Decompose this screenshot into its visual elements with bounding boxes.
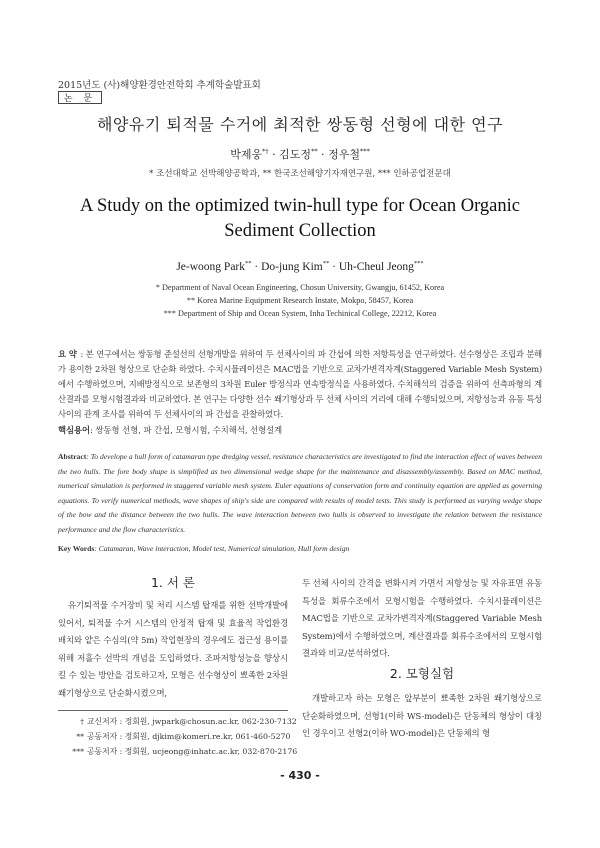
author-name: 김도정 bbox=[279, 148, 312, 161]
author-mark: *** bbox=[413, 260, 424, 268]
section-heading-introduction: 1. 서 론 bbox=[150, 575, 196, 590]
conference-name: 2015년도 (사)해양환경안전학회 추계학술발표회 bbox=[58, 80, 261, 91]
english-abstract bbox=[58, 450, 542, 537]
english-keywords-text: : Catamaran, Wave interaction, Model test, Numerical simulation, Hull form design bbox=[94, 544, 350, 553]
english-title: A Study on the optimized twin-hull type for Ocean Organic Sediment Collection bbox=[80, 196, 520, 241]
korean-abstract-label: 요 약 bbox=[58, 349, 77, 359]
korean-title: 해양유기 퇴적물 수거에 최적한 쌍동형 선형에 대한 연구 bbox=[96, 115, 504, 134]
english-affiliation: * Department of Naval Ocean Engineering, Chosun University, Gwangju, 61452, Korea bbox=[155, 283, 445, 292]
page-number: - 430 - bbox=[280, 769, 320, 782]
footnote bbox=[62, 746, 298, 757]
footnote-divider bbox=[58, 710, 288, 711]
author-mark: *** bbox=[359, 147, 370, 156]
author-mark: ** bbox=[245, 260, 252, 268]
footnote-text: 공동저자 : 정회원, djkim@komeri.re.kr, 061-460-5270 bbox=[87, 732, 291, 741]
english-authors bbox=[0, 261, 600, 273]
author-separator: · bbox=[317, 148, 329, 161]
introduction-continuation: 두 선체 사이의 간격을 변화시켜 가면서 저항성능 및 자유표면 유동특성을 회류수조에서 모형시험을 수행하였다. 수치시뮬레이션은 MAC법을 기반으로 교차가변격자계(Staggered Variable Mesh System)에서 수행하였으며, 계산결과를 회류수조에서의 모형시험결과와 비교/분석하였다. bbox=[302, 578, 542, 658]
english-keywords-label: Key Words bbox=[58, 544, 95, 553]
english-affiliation: ** Korea Marine Equipment Research Instate, Mokpo, 58457, Korea bbox=[186, 296, 414, 305]
author-separator: · bbox=[329, 261, 339, 273]
paper-type-badge: 논 문 bbox=[58, 91, 102, 104]
author-separator: · bbox=[251, 261, 262, 273]
introduction-paragraph: 유기퇴적물 수거장비 및 처리 시스템 탑재를 위한 선박개발에 있어서, 퇴적물 수거 시스템의 안정적 탑재 및 효율적 작업환경 배치와 얕은 수심의(약 5m) 작업현장의 경우에도 접근성 용이를 위해 저흘수 선박의 개념을 도입하였다. 조파저항성능을 향상시킬 수 있는 방안을 검토하고자, 모형은 선수형상이 뾰족한 2차원 쐐기형상으로 단순화시켰으며, bbox=[58, 600, 288, 698]
footnote-mark: † bbox=[80, 717, 84, 726]
footnote-mark: *** bbox=[72, 747, 84, 756]
english-keywords bbox=[58, 544, 349, 553]
korean-abstract bbox=[58, 347, 542, 422]
author-separator: · bbox=[268, 148, 280, 161]
author-name: 박제웅 bbox=[230, 148, 263, 161]
author-name: Do-jung Kim bbox=[261, 261, 323, 273]
footnote bbox=[62, 716, 297, 727]
korean-abstract-text: : 본 연구에서는 쌍동형 준설선의 선형개발을 위하여 두 선체사이의 파 간섭에 의한 저항특성을 연구하였다. 선수형상은 조립과 분해가 용이한 2차원 형상으로 단순화 하였다. 수치시뮬레이션은 MAC법을 기반으로 교차가변격자계(Staggered Variable Mesh System)에서 수행하였으며, 지배방정식으로 보존형의 3차원 Euler 방정식과 연속방정식을 사용하였다. 수치해석의 검증을 위하여 선측파형의 계산결과를 모형시험결과와 비교하였다. 본 연구는 다양한 선수 쐐기형상과 두 선체 사이의 거리에 대해 수행되었으며, 저항성능과 유동 특성 사이의 관계 조사를 위하여 두 선체사이의 파 간섭을 관찰하였다. bbox=[58, 349, 542, 419]
english-abstract-label: Abstract bbox=[58, 452, 87, 461]
korean-affiliation: * 조선대학교 선박해양공학과, ** 한국조선해양기자재연구원, *** 인하공업전문대 bbox=[149, 169, 451, 179]
korean-authors bbox=[0, 146, 600, 162]
author-name: Uh-Cheul Jeong bbox=[338, 261, 414, 273]
author-mark: ** bbox=[322, 260, 330, 268]
author-name: 정우철 bbox=[328, 148, 360, 161]
footnote-text: 교신저자 : 정회원, jwpark@chosun.ac.kr, 062-230-7132 bbox=[87, 717, 297, 726]
english-affiliation: *** Department of Ship and Ocean System, Inha Techinical College, 22212, Korea bbox=[163, 309, 437, 318]
korean-keywords-text: : 쌍동형 선형, 파 간섭, 모형시험, 수치해석, 선형설계 bbox=[90, 425, 283, 435]
author-mark: ** bbox=[311, 147, 318, 156]
model-test-paragraph: 개발하고자 하는 모형은 앞부분이 뾰족한 2차원 쐐기형상으로 단순화하였으며, 선형1(이하 WS-model)은 단동체의 형상이 대칭인 경우이고 선형2(이하 WO-model)은 단동체의 형 bbox=[302, 693, 542, 738]
footnote-text: 공동저자 : 정회원, ucjeong@inhatc.ac.kr, 032-870-2176 bbox=[87, 747, 298, 756]
korean-keywords-label: 핵심용어 bbox=[58, 425, 91, 435]
section-heading-model-test: 2. 모형실험 bbox=[389, 666, 455, 681]
footnote bbox=[62, 731, 292, 742]
english-abstract-text: : To develope a hull form of catamaran type dredging vessel, resistance characteristics are investigated to find the interaction effect of waves between the two hulls. The fore body shape is simplified as two dimensional wedge shape for the maintenance and disassembly/assembly. Based on MAC method, numerical simulation is performed in staggered variable mesh system. Euler equations of conservation form and continuity equation are applied as governing equations. To verify numerical methods, wave shapes of ship's side are compared with results of model tests. This study is performed as varying wedge shape of the bow and the distance between the two hulls. The wave interaction between two hulls is observed to investigate the relation between the resistance performance and the flow characteristics. bbox=[58, 452, 542, 534]
footnote-mark: ** bbox=[76, 732, 84, 741]
author-name: Je-woong Park bbox=[176, 261, 245, 273]
korean-keywords bbox=[58, 424, 282, 436]
author-mark: *† bbox=[262, 147, 269, 156]
